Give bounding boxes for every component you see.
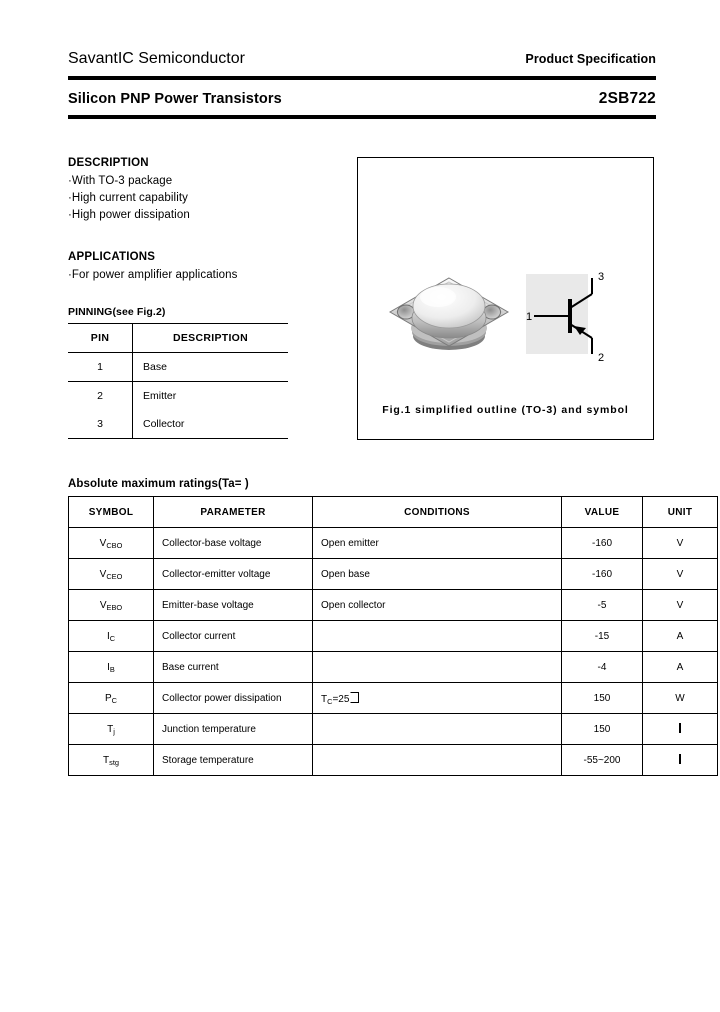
pin-number: 1 (68, 353, 133, 382)
column-header-conditions: CONDITIONS (313, 497, 562, 528)
rating-conditions: $T_C=25$ (313, 683, 562, 714)
rating-conditions (313, 714, 562, 745)
column-header-description: DESCRIPTION (133, 324, 289, 353)
rating-parameter: Storage temperature (154, 745, 313, 776)
rating-symbol: $V_{CBO}$ (69, 528, 154, 559)
rating-unit (643, 714, 718, 745)
pin-description: Base (133, 353, 289, 382)
rating-conditions: Open base (313, 559, 562, 590)
rating-symbol: $I_B$ (69, 652, 154, 683)
missing-glyph-icon (350, 692, 359, 703)
rating-value: -55~200 (562, 745, 643, 776)
applications-title: APPLICATIONS (68, 251, 156, 263)
rating-value: -160 (562, 528, 643, 559)
column-header-value: VALUE (562, 497, 643, 528)
symbol-pin-label-emitter: 2 (598, 352, 605, 364)
applications-bullet: ·For power amplifier applications (68, 269, 238, 281)
table-row (68, 382, 288, 411)
rating-symbol: $T_{stg}$ (69, 745, 154, 776)
table-header-row (69, 497, 718, 528)
table-row (69, 652, 718, 683)
rating-conditions (313, 621, 562, 652)
rating-unit: W (643, 683, 718, 714)
pinning-heading: PINNING(see Fig.2) (68, 306, 166, 318)
rating-parameter: Collector power dissipation (154, 683, 313, 714)
column-header-symbol: SYMBOL (69, 497, 154, 528)
header-rule-top (68, 76, 656, 80)
rating-parameter: Collector-emitter voltage (154, 559, 313, 590)
table-row (68, 410, 288, 439)
table-row (69, 590, 718, 621)
applications-section (68, 251, 338, 284)
rating-conditions (313, 652, 562, 683)
header-rule-bottom (68, 115, 656, 119)
table-row (69, 745, 718, 776)
rating-value: -4 (562, 652, 643, 683)
rating-value: 150 (562, 683, 643, 714)
pin-description: Emitter (133, 382, 289, 411)
description-title: DESCRIPTION (68, 157, 149, 169)
rating-symbol: $I_C$ (69, 621, 154, 652)
pin-number: 3 (68, 410, 133, 439)
rating-conditions: Open collector (313, 590, 562, 621)
to3-package-image (384, 266, 514, 360)
description-bullet: ·High power dissipation (68, 209, 190, 221)
pin-number: 2 (68, 382, 133, 411)
rating-value: -5 (562, 590, 643, 621)
rating-unit: A (643, 621, 718, 652)
rating-parameter: Collector current (154, 621, 313, 652)
pinning-table (68, 323, 288, 439)
absolute-maximum-ratings-table (68, 496, 718, 776)
figure-1-box (357, 157, 654, 440)
missing-glyph-icon (679, 723, 681, 733)
table-row (69, 559, 718, 590)
symbol-pin-label-collector: 3 (598, 271, 605, 283)
pin-description: Collector (133, 410, 289, 439)
rating-symbol: $P_C$ (69, 683, 154, 714)
column-header-parameter: PARAMETER (154, 497, 313, 528)
symbol-pin-label-base: 1 (526, 311, 533, 323)
description-bullet: ·With TO-3 package (68, 175, 173, 187)
rating-unit: V (643, 528, 718, 559)
rating-conditions (313, 745, 562, 776)
rating-unit: V (643, 590, 718, 621)
table-header-row (68, 324, 288, 353)
table-row (69, 714, 718, 745)
company-name: SavantIC Semiconductor (68, 50, 245, 67)
page-title: Silicon PNP Power Transistors (68, 91, 282, 107)
rating-value: 150 (562, 714, 643, 745)
rating-symbol: $T_j$ (69, 714, 154, 745)
rating-conditions: Open emitter (313, 528, 562, 559)
rating-unit: A (643, 652, 718, 683)
rating-unit (643, 745, 718, 776)
document-type: Product Specification (525, 52, 656, 66)
table-row (68, 353, 288, 382)
pinning-section (68, 306, 288, 439)
rating-parameter: Base current (154, 652, 313, 683)
description-bullet: ·High current capability (68, 192, 189, 204)
absolute-maximum-ratings-section (68, 478, 693, 776)
column-header-unit: UNIT (643, 497, 718, 528)
table-row (69, 528, 718, 559)
rating-parameter: Emitter-base voltage (154, 590, 313, 621)
column-header-pin: PIN (68, 324, 133, 353)
rating-value: -160 (562, 559, 643, 590)
table-row (69, 621, 718, 652)
rating-unit: V (643, 559, 718, 590)
rating-symbol: $V_{EBO}$ (69, 590, 154, 621)
description-section (68, 157, 338, 224)
rating-parameter: Junction temperature (154, 714, 313, 745)
document-header-title (68, 90, 656, 108)
figure-content (358, 158, 653, 439)
ratings-heading: Absolute maximum ratings(Ta= ) (68, 478, 249, 490)
rating-symbol: $V_{CEO}$ (69, 559, 154, 590)
rating-value: -15 (562, 621, 643, 652)
figure-caption: Fig.1 simplified outline (TO-3) and symbol (382, 404, 629, 416)
table-row (69, 683, 718, 714)
document-header-top (68, 50, 656, 68)
rating-parameter: Collector-base voltage (154, 528, 313, 559)
pnp-transistor-symbol (518, 266, 628, 366)
part-number: 2SB722 (598, 90, 656, 107)
missing-glyph-icon (679, 754, 681, 764)
